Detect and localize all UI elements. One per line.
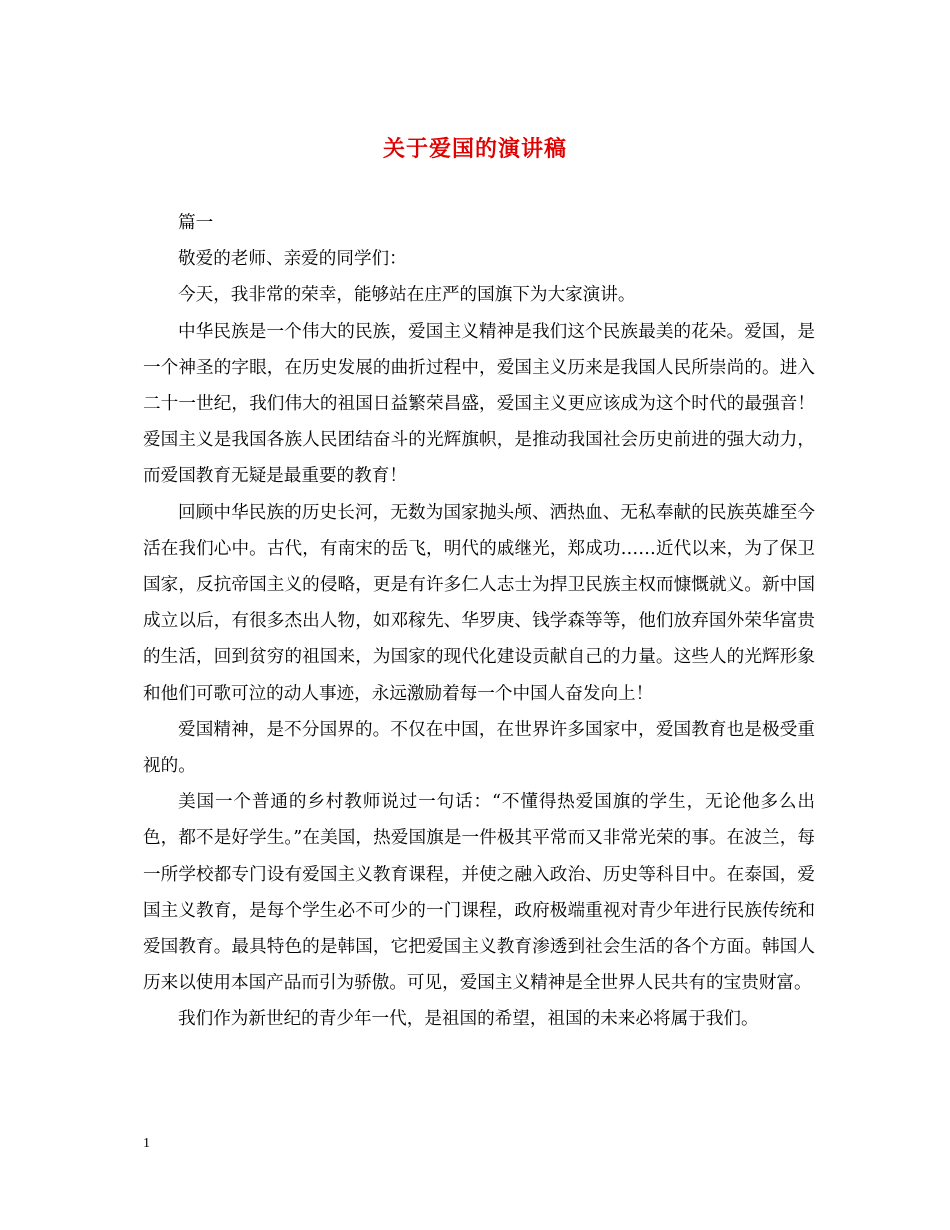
document-body (143, 205, 815, 1038)
body-paragraph: 美国一个普通的乡村教师说过一句话：“不懂得热爱国旗的学生，无论他多么出色，都不是好学生。”在美国，热爱国旗是一件极其平常而又非常光荣的事。在波兰，每一所学校都专门设有爱国主义教育课程，并使之融入政治、历史等科目中。在泰国，爱国主义教育，是每个学生必不可少的一门课程，政府极端重视对青少年进行民族传统和爱国教育。最具特色的是韩国，它把爱国主义教育渗透到社会生活的各个方面。韩国人历来以使用本国产品而引为骄傲。可见，爱国主义精神是全世界人民共有的宝贵财富。 (143, 792, 815, 994)
body-paragraph: 回顾中华民族的历史长河，无数为国家抛头颅、洒热血、无私奉献的民族英雄至今活在我们心中。古代，有南宋的岳飞，明代的戚继光，郑成功……近代以来，为了保卫国家，反抗帝国主义的侵略，更是有许多仁人志士为捍卫民族主权而慷慨就义。新中国成立以后，有很多杰出人物，如邓稼先、华罗庚、钱学森等等，他们放弃国外荣华富贵的生活，回到贫穷的祖国来，为国家的现代化建设贡献自己的力量。这些人的光辉形象和他们可歌可泣的动人事迹，永远激励着每一个中国人奋发向上！ (143, 502, 815, 704)
salutation: 敬爱的老师、亲爱的同学们： (178, 249, 407, 270)
body-paragraph: 今天，我非常的荣幸，能够站在庄严的国旗下为大家演讲。 (178, 285, 636, 306)
body-paragraph: 我们作为新世纪的青少年一代，是祖国的希望，祖国的未来必将属于我们。 (178, 1009, 759, 1030)
body-paragraph: 爱国精神，是不分国界的。不仅在中国，在世界许多国家中，爱国教育也是极受重视的。 (143, 719, 815, 777)
body-paragraph: 中华民族是一个伟大的民族，爱国主义精神是我们这个民族最美的花朵。爱国，是一个神圣的字眼，在历史发展的曲折过程中，爱国主义历来是我国人民所崇尚的。进入二十一世纪，我们伟大的祖国日益繁荣昌盛，爱国主义更应该成为这个时代的最强音！爱国主义是我国各族人民团结奋斗的光辉旗帜，是推动我国社会历史前进的强大动力，而爱国教育无疑是最重要的教育！ (143, 321, 815, 487)
section-heading: 篇一 (178, 213, 214, 233)
document-title: 关于爱国的演讲稿 (382, 136, 567, 162)
page-number: 1 (143, 1136, 150, 1151)
